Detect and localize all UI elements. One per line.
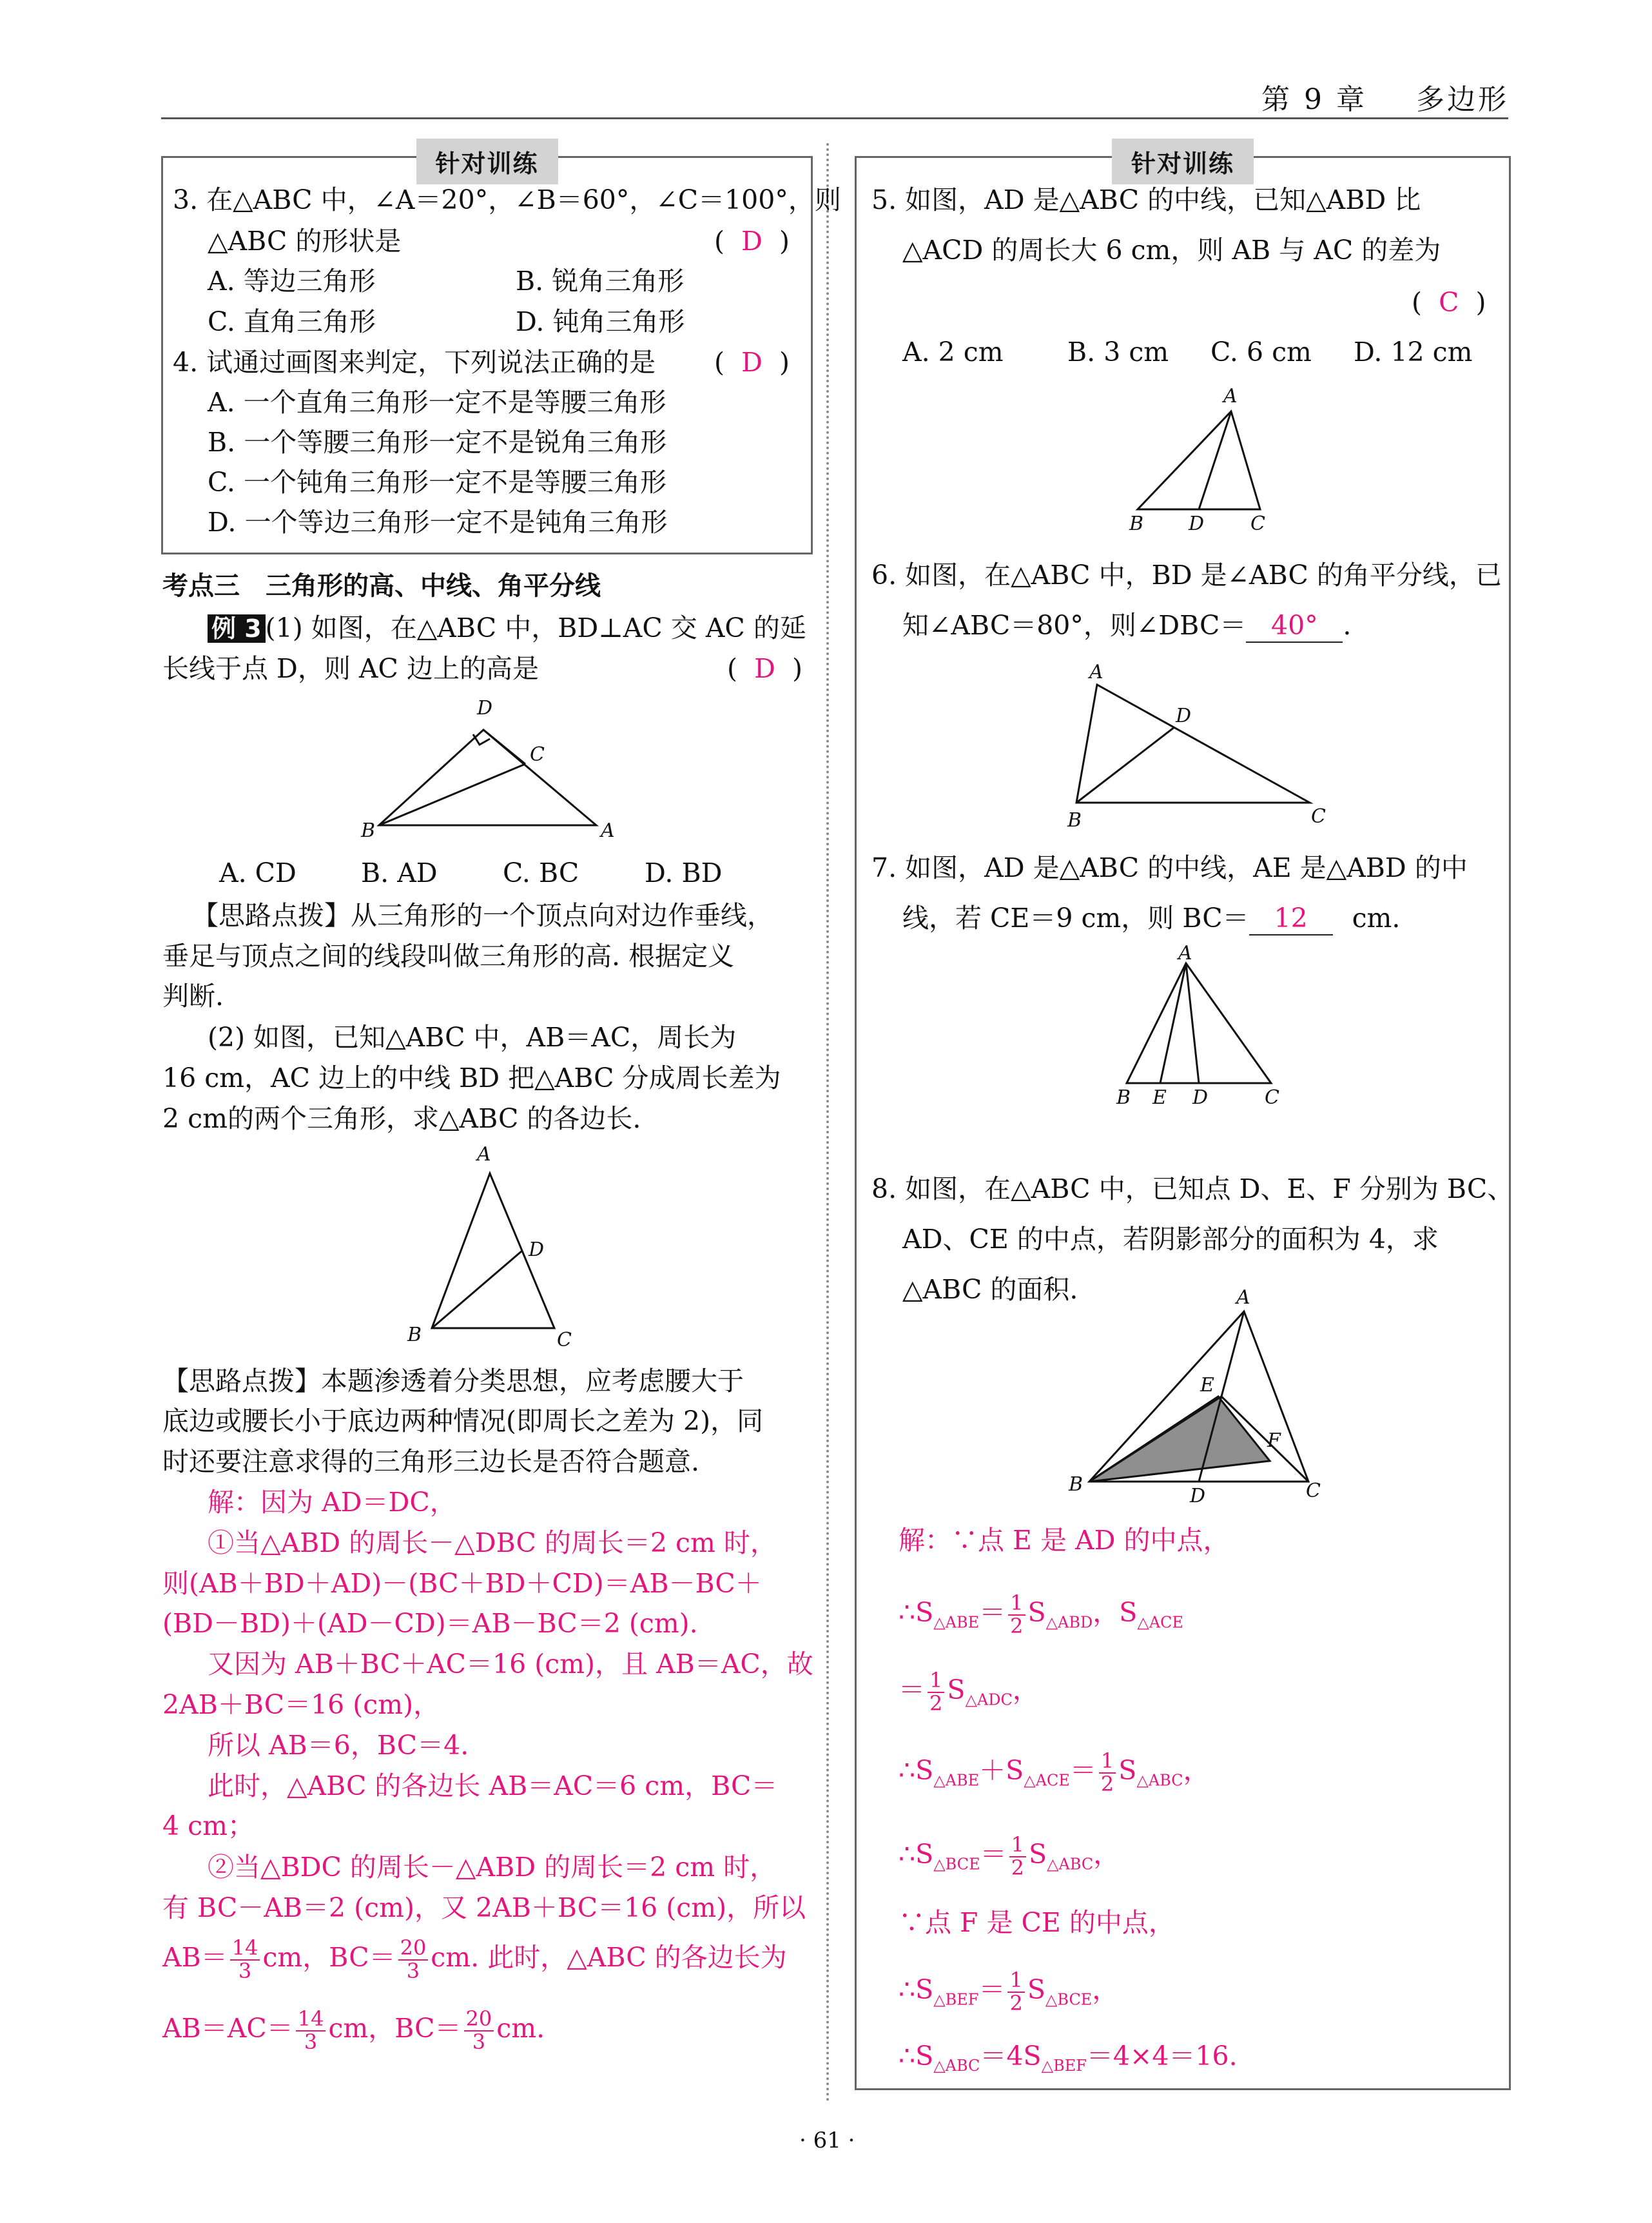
ex1-option-b: B. AD (361, 857, 438, 888)
frac-20-3 (464, 2008, 494, 2053)
ex2-figure (400, 1141, 593, 1354)
sol-l13-c: cm. (496, 2013, 545, 2044)
q3-answer-bracket: ( D ) (714, 226, 790, 257)
ex1-option-d: D. BD (645, 857, 723, 888)
q4-answer-bracket: ( D ) (714, 347, 790, 378)
hint1-line2: 垂足与顶点之间的线段叫做三角形的高. 根据定义 (162, 941, 735, 972)
eq: ＝ (980, 1839, 1007, 1870)
therefore-s: ∴S (899, 1974, 934, 2006)
ex2-label-b: B (407, 1324, 422, 1346)
result: ＝4×4＝16. (1086, 2041, 1238, 2071)
frac-num: 20 (464, 2008, 494, 2032)
q3-option-b: B. 锐角三角形 (516, 266, 685, 297)
hint2-line1: 【思路点拨】本题渗透着分类思想，应考虑腰大于 (162, 1366, 744, 1396)
sol-line9: 4 cm； (162, 1810, 254, 1841)
left-box-title: 针对训练 (416, 139, 558, 184)
frac-half (928, 1670, 944, 1714)
four-s: ＝4S (980, 2041, 1042, 2071)
comma: ， (1093, 1839, 1120, 1870)
frac-num: 20 (398, 1937, 429, 1961)
frac-half (1099, 1750, 1116, 1795)
therefore-s: ∴S (899, 1755, 934, 1787)
frac-den: 3 (304, 2029, 318, 2054)
frac-num: 1 (1099, 1750, 1116, 1774)
q6-label-d: D (1176, 705, 1192, 727)
sol-line10: ②当△BDC 的周长－△ABD 的周长＝2 cm 时， (208, 1852, 777, 1883)
sol-line11: 有 BC－AB＝2 (cm)，又 2AB＋BC＝16 (cm)，所以 (162, 1892, 806, 1923)
q3-answer: D (741, 226, 763, 257)
q4-answer: D (741, 347, 763, 378)
ex1-label-d: D (477, 697, 493, 720)
chapter-title: 多边形 (1416, 83, 1509, 116)
sol-l13-b: cm，BC＝ (328, 2013, 462, 2044)
page-number: · 61 · (799, 2128, 855, 2153)
sub-ace: △ACE (1024, 1771, 1070, 1790)
comma: ， (1093, 1597, 1120, 1629)
sub-bce: △BCE (933, 1855, 980, 1874)
q5-triangle (1138, 411, 1260, 509)
comma: ， (1092, 1974, 1119, 2006)
q6-label-c: C (1311, 805, 1326, 828)
ex1-line1-text: (1) 如图，在△ABC 中，BD⊥AC 交 AC 的延 (265, 612, 806, 643)
q7-answer-blank: 12 (1249, 903, 1333, 935)
q5-label-a: A (1223, 385, 1238, 407)
q7-label-c: C (1265, 1086, 1279, 1109)
frac-num: 14 (230, 1937, 260, 1961)
q8-sol-line3 (899, 1670, 1039, 1714)
q8-shaded-region (1089, 1396, 1270, 1482)
example-tag: 例 3 (208, 614, 266, 643)
frac-den: 3 (238, 1958, 252, 1983)
eq: ＝ (979, 1597, 1006, 1629)
q7-label-d: D (1192, 1086, 1209, 1109)
frac-den: 2 (1009, 1990, 1023, 2015)
q7-figure (1109, 942, 1289, 1109)
q8-sol-line1: 解：∵点 E 是 AD 的中点， (899, 1525, 1230, 1556)
q8-label-a: A (1236, 1286, 1250, 1309)
ex2-label-a: A (477, 1143, 491, 1166)
q8-label-e: E (1200, 1374, 1214, 1396)
frac-num: 14 (296, 2008, 326, 2032)
q8-sol-line5 (899, 1834, 1120, 1879)
q6-bisector-bd (1076, 727, 1174, 803)
sol-line7: 所以 AB＝6，BC＝4. (208, 1730, 469, 1761)
q3-line2: △ABC 的形状是 (208, 226, 402, 257)
q4-option-a: A. 一个直角三角形一定不是等腰三角形 (208, 387, 666, 418)
eq: ＝ (1069, 1755, 1096, 1787)
q5-answer-bracket: ( C ) (1412, 287, 1486, 318)
sol-line13 (162, 2008, 545, 2053)
s: S (1119, 1597, 1138, 1629)
frac-den: 2 (1100, 1771, 1114, 1796)
ex2-line2: 16 cm，AC 边上的中线 BD 把△ABC 分成周长差为 (162, 1063, 781, 1093)
comma: ， (1183, 1755, 1210, 1787)
q8-line2: AD、CE 的中点，若阴影部分的面积为 4，求 (902, 1224, 1439, 1255)
q7-line-ad (1186, 963, 1199, 1083)
frac-den: 3 (472, 2029, 486, 2054)
sub-adc: △ADC (965, 1690, 1013, 1709)
sol-line3: 则(AB＋BD＋AD)－(BC＋BD＋CD)＝AB－BC＋ (162, 1568, 762, 1599)
q7-unit: cm. (1352, 903, 1401, 934)
hint2-line2: 底边或腰长小于底边两种情况(即周长之差为 2)，同 (162, 1405, 764, 1436)
ex1-option-a: A. CD (219, 857, 296, 888)
q5-line1: 5. 如图，AD 是△ABC 的中线，已知△ABD 比 (871, 184, 1421, 215)
ex1-height-bd (379, 764, 525, 825)
q7-line2 (902, 903, 1400, 935)
q8-sol-line4 (899, 1750, 1210, 1795)
sol-l12-b: cm，BC＝ (262, 1942, 396, 1973)
q5-option-a: A. 2 cm (902, 337, 1004, 367)
q5-option-c: C. 6 cm (1210, 337, 1312, 367)
sub-abd: △ABD (1045, 1613, 1093, 1632)
q8-label-f: F (1267, 1429, 1281, 1452)
q7-line1: 7. 如图，AD 是△ABC 的中线，AE 是△ABD 的中 (871, 852, 1468, 883)
frac-num: 1 (1008, 1592, 1025, 1616)
frac-num: 1 (1009, 1834, 1026, 1857)
ex1-answer-bracket: ( D ) (727, 653, 802, 684)
q5-option-b: B. 3 cm (1067, 337, 1169, 367)
q8-line3: △ABC 的面积. (902, 1274, 1078, 1305)
q8-figure (1057, 1286, 1354, 1509)
hint1-line1: 【思路点拨】从三角形的一个顶点向对边作垂线， (192, 900, 773, 931)
section-title: 考点三 三角形的高、中线、角平分线 (162, 571, 601, 601)
sub-abc: △ABC (1136, 1771, 1183, 1790)
q8-label-d: D (1190, 1485, 1206, 1507)
chapter-number: 第 9 章 (1261, 83, 1367, 116)
sub-bef: △BEF (933, 1990, 979, 2009)
frac-20-3 (398, 1937, 429, 1982)
frac-num: 1 (928, 1670, 944, 1693)
sol-line1: 解：因为 AD＝DC， (208, 1487, 456, 1518)
q7-label-a: A (1178, 942, 1192, 965)
q6-label-b: B (1067, 809, 1082, 832)
q8-label-b: B (1069, 1473, 1084, 1496)
q3-option-d: D. 钝角三角形 (516, 306, 685, 337)
q6-figure (1057, 658, 1347, 845)
s: S (947, 1674, 966, 1706)
q4-option-c: C. 一个钝角三角形一定不是等腰三角形 (208, 467, 666, 498)
q6-label-a: A (1089, 661, 1103, 683)
q3-option-a: A. 等边三角形 (208, 266, 376, 297)
ex1-label-a: A (601, 819, 615, 842)
frac-14-3 (230, 1937, 260, 1982)
frac-den: 2 (1011, 1855, 1024, 1880)
q7-label-e: E (1152, 1086, 1167, 1109)
frac-den: 2 (929, 1690, 943, 1716)
eq: ＝ (899, 1674, 925, 1706)
frac-half (1008, 1592, 1025, 1637)
q6-period: . (1343, 610, 1352, 641)
q5-answer: C (1439, 287, 1459, 318)
ex1-label-b: B (361, 819, 376, 842)
plus-s: ＋S (979, 1755, 1024, 1787)
ex1-label-c: C (530, 743, 545, 766)
hint1-line3: 判断. (162, 981, 224, 1012)
header-rule (161, 117, 1508, 119)
sub-abe: △ABE (933, 1613, 980, 1632)
ex2-label-c: C (557, 1329, 572, 1351)
q8-label-c: C (1306, 1480, 1321, 1502)
sol-l12-a: AB＝ (162, 1942, 228, 1973)
ex2-line3: 2 cm的两个三角形，求△ABC 的各边长. (162, 1103, 641, 1134)
q8-line1: 8. 如图，在△ABC 中，已知点 D、E、F 分别为 BC、 (871, 1173, 1514, 1204)
s: S (1027, 1597, 1046, 1629)
hint2-line3: 时还要注意求得的三角形三边长是否符合题意. (162, 1446, 700, 1477)
chapter-header (1261, 76, 1509, 117)
sol-line6: 2AB＋BC＝16 (cm)， (162, 1689, 440, 1720)
ex1-answer: D (754, 653, 775, 684)
q8-sol-line6: ∵点 F 是 CE 的中点， (899, 1907, 1175, 1938)
sol-line8: 此时，△ABC 的各边长 AB＝AC＝6 cm，BC＝ (208, 1770, 778, 1801)
frac-half (1007, 1970, 1024, 2014)
s: S (1118, 1755, 1137, 1787)
sol-line2: ①当△ABD 的周长－△DBC 的周长＝2 cm 时， (208, 1527, 777, 1558)
therefore-s: ∴S (899, 2041, 934, 2071)
sol-line4: (BD－BD)＋(AD－CD)＝AB－BC＝2 (cm). (162, 1608, 698, 1639)
frac-14-3 (296, 2008, 326, 2053)
ex1-option-c: C. BC (503, 857, 579, 888)
therefore-s: ∴S (899, 1597, 934, 1629)
q4-option-b: B. 一个等腰三角形一定不是锐角三角形 (208, 427, 667, 458)
frac-den: 2 (1010, 1613, 1024, 1638)
s: S (1028, 1839, 1047, 1870)
column-divider (826, 143, 829, 2103)
sub-bef: △BEF (1041, 2057, 1087, 2075)
right-box-title: 针对训练 (1112, 139, 1254, 184)
frac-half (1009, 1834, 1026, 1879)
q7-line-ae (1160, 963, 1186, 1083)
ex2-label-d: D (529, 1239, 545, 1261)
sub-abe: △ABE (933, 1771, 980, 1790)
q5-label-c: C (1250, 513, 1265, 535)
q4-option-d: D. 一个等边三角形一定不是钝角三角形 (208, 507, 668, 538)
eq: ＝ (978, 1974, 1006, 2006)
q5-figure (1122, 387, 1289, 535)
sub-abc: △ABC (933, 2057, 980, 2075)
q8-sol-line7 (899, 1970, 1118, 2014)
q5-label-b: B (1129, 513, 1144, 535)
q6-line2 (902, 610, 1351, 643)
q5-label-d: D (1189, 513, 1205, 535)
frac-num: 1 (1007, 1970, 1024, 1993)
ex1-line1 (208, 612, 806, 644)
s: S (1027, 1974, 1045, 2006)
sol-line12 (162, 1937, 787, 1982)
frac-den: 3 (406, 1958, 420, 1983)
q6-line2-text: 知∠ABC＝80°，则∠DBC＝ (902, 610, 1247, 641)
sol-l13-a: AB＝AC＝ (162, 2013, 293, 2044)
sub-abc: △ABC (1047, 1855, 1094, 1874)
ex1-line2: 长线于点 D，则 AC 边上的高是 (162, 653, 539, 684)
q3-option-c: C. 直角三角形 (208, 306, 376, 337)
ex1-figure (361, 696, 619, 845)
ex1-extension (483, 730, 525, 764)
comma: ， (1012, 1674, 1039, 1706)
ex2-line1: (2) 如图，已知△ABC 中，AB＝AC，周长为 (208, 1022, 737, 1053)
q6-answer-blank: 40° (1246, 610, 1343, 643)
q7-line2-text: 线，若 CE＝9 cm，则 BC＝ (902, 903, 1249, 934)
sol-line5: 又因为 AB＋BC＋AC＝16 (cm)，且 AB＝AC，故 (208, 1649, 813, 1679)
q6-triangle (1076, 685, 1310, 803)
q8-sol-line8 (899, 2041, 1238, 2075)
q3-line1: 3. 在△ABC 中，∠A＝20°，∠B＝60°，∠C＝100°，则 (173, 184, 841, 215)
q5-option-d: D. 12 cm (1354, 337, 1473, 367)
therefore-s: ∴S (899, 1839, 934, 1870)
q5-line2: △ACD 的周长大 6 cm，则 AB 与 AC 的差为 (902, 235, 1441, 266)
q6-line1: 6. 如图，在△ABC 中，BD 是∠ABC 的角平分线，已 (871, 560, 1502, 591)
q4-line1: 4. 试通过画图来判定，下列说法正确的是 (173, 347, 656, 378)
q7-label-b: B (1116, 1086, 1131, 1109)
q5-median-ad (1199, 411, 1231, 509)
sub-bce: △BCE (1045, 1990, 1093, 2009)
q8-sol-line2 (899, 1592, 1183, 1637)
q7-triangle (1127, 963, 1271, 1083)
sub-ace: △ACE (1137, 1613, 1184, 1632)
sol-l12-c: cm. 此时，△ABC 的各边长为 (431, 1942, 787, 1973)
